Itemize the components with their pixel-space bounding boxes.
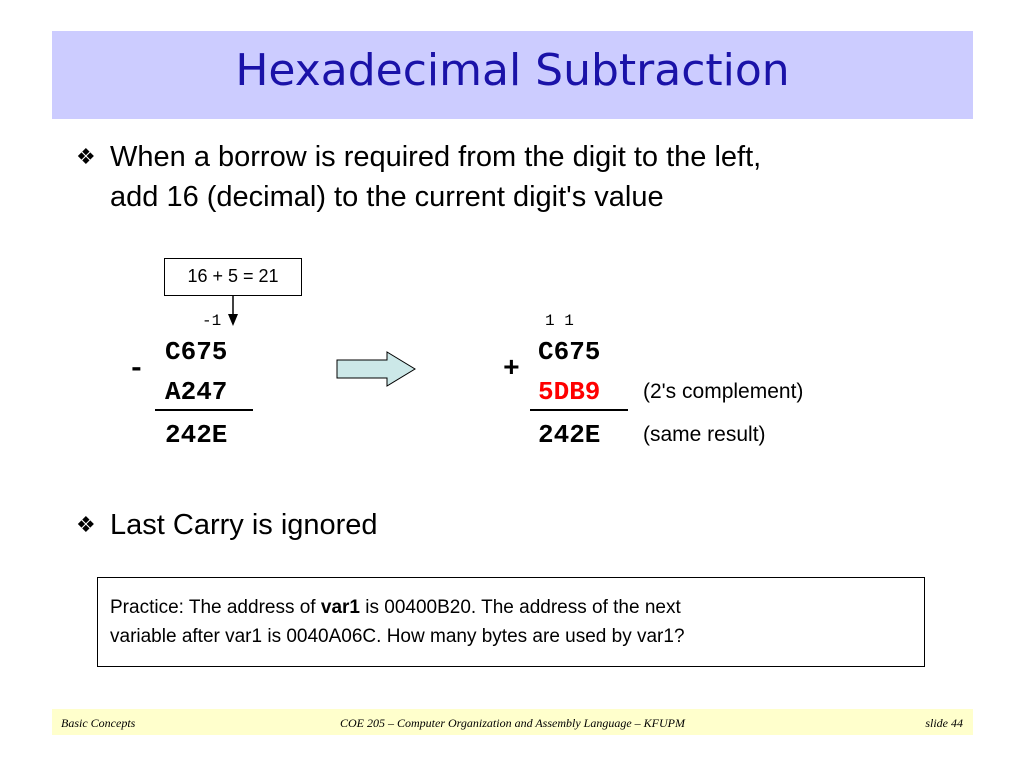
complement-note: (2's complement) xyxy=(643,380,804,403)
right-addend-top: C675 xyxy=(538,337,601,367)
practice-var-name: var1 xyxy=(320,597,360,618)
practice-line-2: variable after var1 is 0040A06C. How many bytes are used by var1? xyxy=(110,626,685,647)
bullet-line-2: add 16 (decimal) to the current digit's value xyxy=(110,181,664,213)
right-addend-complement: 5DB9 xyxy=(538,377,601,407)
diamond-bullet-icon: ❖ xyxy=(76,144,96,169)
same-result-note: (same result) xyxy=(643,423,766,446)
practice-line-1 xyxy=(110,597,681,619)
practice-text-end: is 00400B20. The address of the next xyxy=(359,597,681,618)
right-arrow-icon xyxy=(335,350,417,388)
footer-left: Basic Concepts xyxy=(61,716,136,730)
left-subtrahend: A247 xyxy=(165,377,228,407)
minus-operator: - xyxy=(128,354,145,385)
bullet-carry-text: Last Carry is ignored xyxy=(110,509,378,541)
footer-center: COE 205 – Computer Organization and Assembly Language – KFUPM xyxy=(340,716,685,730)
bullet-line-1: When a borrow is required from the digit to the left, xyxy=(110,141,762,173)
footer-bar xyxy=(52,709,973,735)
callout-text: 16 + 5 = 21 xyxy=(187,266,279,286)
plus-operator: + xyxy=(503,354,520,385)
practice-box xyxy=(97,577,925,667)
practice-text-start: Practice: The address of xyxy=(110,597,321,618)
carry-marker: 1 1 xyxy=(545,312,574,330)
borrow-marker: -1 xyxy=(202,312,222,330)
left-result: 242E xyxy=(165,420,228,450)
left-sum-line xyxy=(155,409,253,411)
left-minuend: C675 xyxy=(165,337,228,367)
footer-slide-number: slide 44 xyxy=(925,716,963,730)
right-result: 242E xyxy=(538,420,601,450)
right-sum-line xyxy=(530,409,628,411)
diamond-bullet-icon: ❖ xyxy=(76,512,96,537)
slide-title: Hexadecimal Subtraction xyxy=(235,45,790,96)
